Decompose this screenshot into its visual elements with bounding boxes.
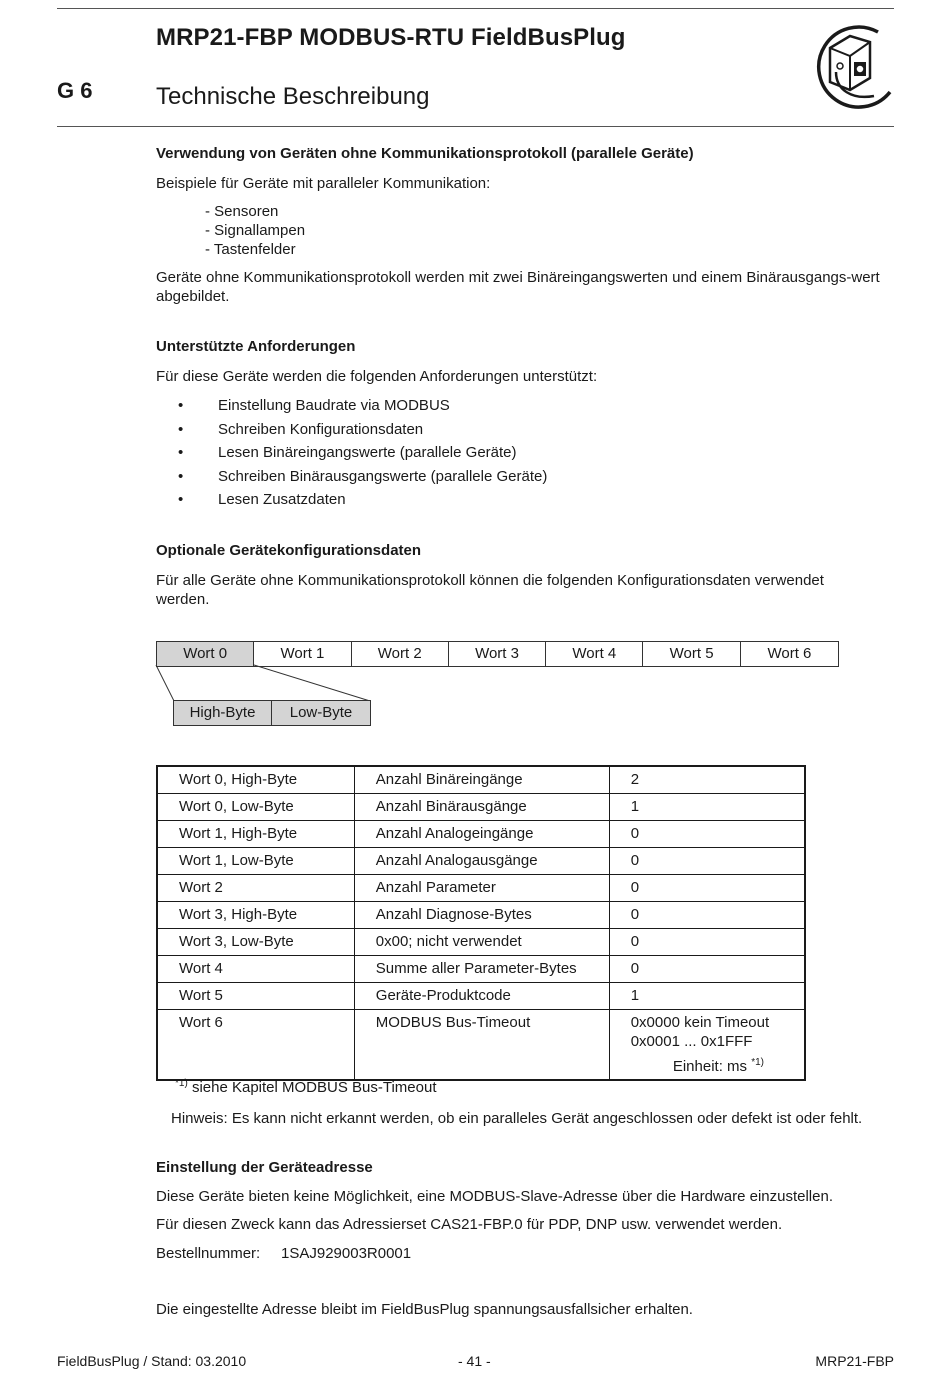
section-code: G 6 [57, 78, 93, 103]
page-subtitle: Technische Beschreibung [156, 83, 430, 110]
table-cell: Anzahl Binärausgänge [354, 794, 609, 821]
fieldbusplug-device-icon [812, 20, 898, 110]
word-cell: Wort 0 [157, 642, 254, 666]
address-heading: Einstellung der Geräteadresse [156, 1159, 373, 1176]
intro-heading: Verwendung von Geräten ohne Kommunikationsprotokoll (parallele Geräte) [156, 145, 694, 162]
list-item: • Schreiben Konfigurationsdaten [178, 420, 424, 438]
header-rule [57, 126, 894, 127]
word-cell: Wort 1 [254, 642, 351, 666]
timeout-value-1: 0x0000 kein Timeout [630, 1014, 770, 1031]
word-cell: Wort 3 [449, 642, 546, 666]
byte-cell: High-Byte [174, 701, 272, 725]
table-row [157, 875, 805, 902]
mapping-text: Geräte ohne Kommunikationsprotokoll werden mit zwei Binäreingangswerten und einem Binärausgangs-wert abgebildet. [156, 269, 880, 305]
table-cell: 0 [609, 902, 805, 929]
list-item: - Tastenfelder [205, 241, 296, 258]
top-rule [57, 8, 894, 9]
config-intro: Für alle Geräte ohne Kommunikationsprotokoll können die folgenden Konfigurationsdaten verwendet werden. [156, 572, 824, 608]
table-cell: Wort 1, High-Byte [157, 821, 354, 848]
byte-cell: Low-Byte [272, 701, 370, 725]
table-cell: MODBUS Bus-Timeout [354, 1010, 609, 1081]
table-cell: 0 [609, 956, 805, 983]
table-cell: Anzahl Diagnose-Bytes [354, 902, 609, 929]
requests-intro: Für diese Geräte werden die folgenden Anforderungen unterstützt: [156, 368, 598, 385]
footer-right: MRP21-FBP [815, 1353, 894, 1369]
list-item: - Signallampen [205, 222, 306, 239]
requests-heading: Unterstützte Anforderungen [156, 338, 356, 355]
list-item: - Sensoren [205, 203, 279, 220]
word-cell: Wort 4 [546, 642, 643, 666]
table-row [157, 983, 805, 1010]
table-row [157, 956, 805, 983]
closing-text: Die eingestellte Adresse bleibt im FieldBusPlug spannungsausfallsicher erhalten. [156, 1301, 693, 1318]
order-label: Bestellnummer: [156, 1245, 261, 1262]
table-cell [609, 1010, 805, 1081]
table-row [157, 766, 805, 794]
address-line-2: Für diesen Zweck kann das Adressierset CAS21-FBP.0 für PDP, DNP usw. verwendet werden. [156, 1216, 783, 1233]
note-text: Hinweis: Es kann nicht erkannt werden, ob ein paralleles Gerät angeschlossen oder defekt ist oder fehlt. [171, 1110, 863, 1127]
table-row [157, 794, 805, 821]
order-number: 1SAJ929003R0001 [281, 1245, 412, 1262]
table-cell: Anzahl Parameter [354, 875, 609, 902]
table-cell: Anzahl Analogausgänge [354, 848, 609, 875]
table-cell: 1 [609, 983, 805, 1010]
table-row [157, 902, 805, 929]
requests-list [178, 396, 778, 514]
table-cell: 2 [609, 766, 805, 794]
table-row [157, 1010, 805, 1081]
word-cell: Wort 2 [352, 642, 449, 666]
table-cell: Anzahl Binäreingänge [354, 766, 609, 794]
examples-intro: Beispiele für Geräte mit paralleler Kommunikation: [156, 175, 491, 192]
table-cell: 0 [609, 929, 805, 956]
table-cell: 0x00; nicht verwendet [354, 929, 609, 956]
footer-left: FieldBusPlug / Stand: 03.2010 [57, 1353, 247, 1369]
address-line-1: Diese Geräte bieten keine Möglichkeit, eine MODBUS-Slave-Adresse über die Hardware einzustellen. [156, 1188, 833, 1205]
config-table [156, 765, 806, 1081]
table-row [157, 821, 805, 848]
table-cell: Anzahl Analogeingänge [354, 821, 609, 848]
list-item: • Schreiben Binärausgangswerte (parallele Geräte) [178, 467, 548, 485]
table-row [157, 848, 805, 875]
table-cell: Wort 0, Low-Byte [157, 794, 354, 821]
table-cell: Wort 6 [157, 1010, 354, 1081]
table-cell: Wort 3, Low-Byte [157, 929, 354, 956]
list-item: • Lesen Binäreingangswerte (parallele Geräte) [178, 444, 517, 462]
table-cell: Wort 3, High-Byte [157, 902, 354, 929]
timeout-unit: Einheit: ms $^{*1)}$ [672, 1057, 764, 1075]
word-cell: Wort 5 [643, 642, 740, 666]
byte-connector-lines [155, 664, 375, 702]
table-cell: Wort 2 [157, 875, 354, 902]
document-title: MRP21-FBP MODBUS-RTU FieldBusPlug [156, 24, 626, 51]
table-cell: Summe aller Parameter-Bytes [354, 956, 609, 983]
table-cell: Wort 0, High-Byte [157, 766, 354, 794]
list-item: • Lesen Zusatzdaten [178, 491, 346, 509]
config-heading: Optionale Gerätekonfigurationsdaten [156, 542, 422, 559]
table-cell: 0 [609, 848, 805, 875]
table-cell: Wort 5 [157, 983, 354, 1010]
table-cell: Wort 4 [157, 956, 354, 983]
word-cell: Wort 6 [767, 645, 812, 662]
footnote: $^{*1)}$ siehe Kapitel MODBUS Bus-Timeout [175, 1078, 437, 1096]
table-cell: 0 [609, 875, 805, 902]
examples-list [205, 202, 305, 259]
timeout-value-2: 0x0001 ... 0x1FFF [630, 1033, 753, 1050]
table-row [157, 929, 805, 956]
table-cell: 1 [609, 794, 805, 821]
table-cell: 0 [609, 821, 805, 848]
table-cell: Wort 1, Low-Byte [157, 848, 354, 875]
byte-strip [173, 700, 371, 726]
page-number: - 41 - [458, 1353, 491, 1369]
table-cell: Geräte-Produktcode [354, 983, 609, 1010]
list-item: • Einstellung Baudrate via MODBUS [178, 397, 450, 414]
